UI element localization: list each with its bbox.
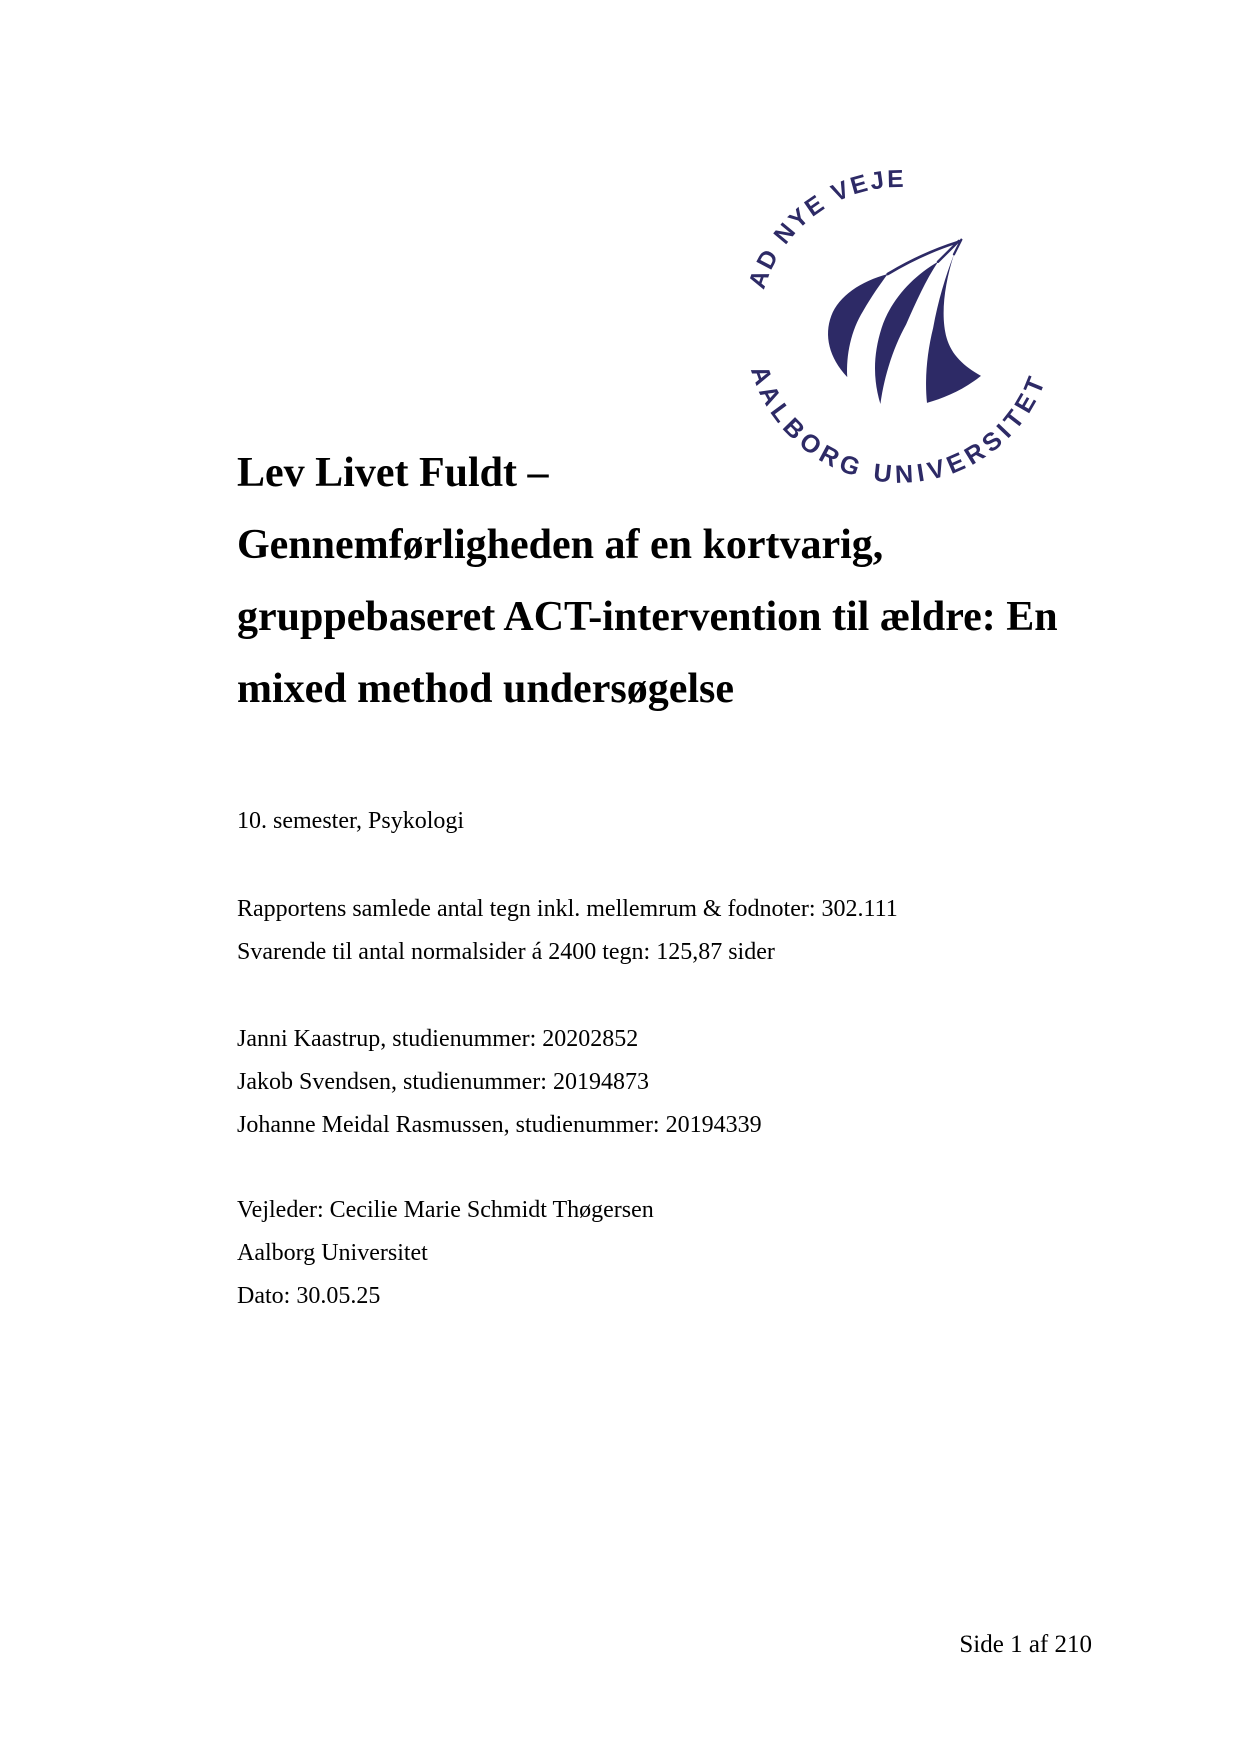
report-stats (237, 888, 898, 974)
title-line-3: gruppebaseret ACT-intervention til ældre: En (237, 594, 1058, 640)
title-line-1: Lev Livet Fuldt – (237, 450, 549, 496)
logo-wave-strand-1 (888, 242, 958, 274)
author-line: Johanne Meidal Rasmussen, studienummer: 20194339 (237, 1112, 762, 1138)
date-line: Dato: 30.05.25 (237, 1283, 381, 1309)
author-line: Jakob Svendsen, studienummer: 20194873 (237, 1069, 649, 1095)
logo-wave-right (926, 254, 981, 402)
thesis-title (237, 437, 1058, 725)
stats-line-pages: Svarende til antal normalsider á 2400 tegn: 125,87 sider (237, 939, 775, 965)
author-list (237, 1018, 762, 1147)
title-line-2: Gennemførligheden af en kortvarig, (237, 522, 884, 568)
stats-line-characters: Rapportens samlede antal tegn inkl. mellemrum & fodnoter: 302.111 (237, 896, 898, 922)
supervisor-line: Vejleder: Cecilie Marie Schmidt Thøgersen (237, 1197, 654, 1223)
supervisor-block (237, 1189, 654, 1318)
institution-line: Aalborg Universitet (237, 1240, 428, 1266)
aau-wave-swoosh-icon (828, 240, 981, 404)
logo-arc-text-top: AD NYE VEJE (743, 165, 907, 293)
title-line-4: mixed method undersøgelse (237, 666, 734, 712)
semester-line: 10. semester, Psykologi (237, 808, 465, 834)
page-number-footer: Side 1 af 210 (959, 1631, 1092, 1658)
logo-arc-text-bottom: AALBORG UNIVERSITET (744, 362, 1053, 490)
author-line: Janni Kaastrup, studienummer: 20202852 (237, 1026, 639, 1052)
